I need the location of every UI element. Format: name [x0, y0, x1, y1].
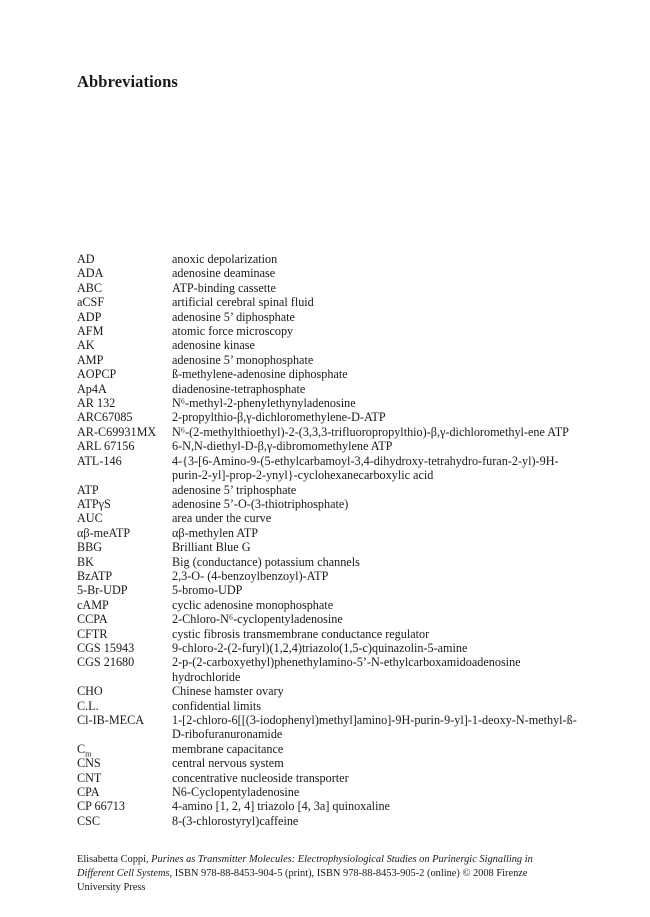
abbreviation-term	[77, 713, 172, 742]
abbreviation-term	[77, 310, 172, 324]
abbreviation-term-text: AMP	[77, 352, 104, 367]
abbreviation-definition: adenosine kinase	[172, 338, 255, 353]
abbreviation-definition: 5-bromo-UDP	[172, 583, 243, 598]
abbreviation-term-text: AUC	[77, 511, 103, 526]
abbreviation-term-text: AOPCP	[77, 367, 117, 382]
abbreviation-entry	[77, 266, 577, 280]
abbreviation-definition: diadenosine-tetraphosphate	[172, 381, 306, 396]
abbreviation-term-text: CHO	[77, 684, 103, 699]
citation-footer	[77, 853, 572, 896]
abbreviation-definition: Chinese hamster ovary	[172, 684, 284, 699]
abbreviation-definition: N6-Cyclopentyladenosine	[172, 785, 300, 800]
abbreviation-definition: 2-Chloro-N⁶-cyclopentyladenosine	[172, 612, 343, 627]
abbreviation-definition: 4-amino [1, 2, 4] triazolo [4, 3a] quinoxaline	[172, 799, 390, 814]
abbreviation-term	[77, 281, 172, 295]
abbreviation-entry	[77, 684, 577, 698]
abbreviation-term	[77, 396, 172, 410]
abbreviation-term	[77, 324, 172, 338]
abbreviation-term-text: CFTR	[77, 626, 108, 641]
abbreviation-entry	[77, 483, 577, 497]
abbreviation-term-text: CNS	[77, 756, 101, 771]
abbreviation-term	[77, 526, 172, 540]
abbreviation-entry	[77, 540, 577, 554]
abbreviation-entry	[77, 338, 577, 352]
abbreviation-term	[77, 353, 172, 367]
abbreviation-term	[77, 439, 172, 453]
abbreviation-definition: 1-[2-chloro-6[[(3-iodophenyl)methyl]amino]-9H-purin-9-yl]-1-deoxy-N-methyl-ß-D-ribofuranuronamide	[172, 713, 577, 742]
abbreviation-term	[77, 814, 172, 828]
abbreviation-term	[77, 382, 172, 396]
abbreviation-definition: ATP-binding cassette	[172, 280, 276, 295]
abbreviation-entry	[77, 439, 577, 453]
abbreviation-definition: cystic fibrosis transmembrane conductance regulator	[172, 626, 430, 641]
abbreviation-term-text: BzATP	[77, 568, 113, 583]
abbreviation-definition: concentrative nucleoside transporter	[172, 770, 349, 785]
abbreviation-term-text: aCSF	[77, 295, 105, 310]
abbreviation-entry	[77, 310, 577, 324]
abbreviation-term	[77, 785, 172, 799]
abbreviation-term	[77, 684, 172, 698]
abbreviation-term	[77, 771, 172, 785]
abbreviation-entry	[77, 612, 577, 626]
footer-author: Elisabetta Coppi,	[77, 854, 152, 865]
abbreviation-definition: 6-N,N-diethyl-D-β,γ-dibromomethylene ATP	[172, 439, 393, 454]
abbreviation-definition: 8-(3-chlorostyryl)caffeine	[172, 813, 299, 828]
abbreviation-definition: membrane capacitance	[172, 741, 284, 756]
abbreviation-definition: anoxic depolarization	[172, 252, 278, 266]
abbreviation-term-text: C	[77, 741, 86, 756]
abbreviation-entry	[77, 655, 577, 684]
abbreviation-entry	[77, 396, 577, 410]
abbreviation-term-text: CGS 21680	[77, 655, 135, 670]
abbreviation-term	[77, 641, 172, 655]
abbreviation-definition: 4-{3-[6-Amino-9-(5-ethylcarbamoyl-3,4-dihydroxy-tetrahydro-furan-2-yl)-9H-purin-2-yl]-prop-2-ynyl}-cyclohexanecarboxylic acid	[172, 453, 559, 483]
abbreviation-term	[77, 540, 172, 554]
abbreviation-entry	[77, 627, 577, 641]
abbreviation-entry	[77, 526, 577, 540]
abbreviation-definition: adenosine 5’ diphosphate	[172, 309, 295, 324]
abbreviation-entry	[77, 324, 577, 338]
abbreviation-term-text: 5-Br-UDP	[77, 583, 128, 598]
abbreviation-term	[77, 598, 172, 612]
abbreviation-definition: adenosine 5’-O-(3-thiotriphosphate)	[172, 496, 349, 511]
abbreviation-term-text: ATP	[77, 482, 99, 497]
abbreviation-definition: N⁶-(2-methylthioethyl)-2-(3,3,3-trifluoropropylthio)-β,γ-dichloromethyl-ene ATP	[172, 424, 569, 439]
abbreviation-term-text: AR-C69931MX	[77, 424, 157, 439]
abbreviation-entry	[77, 252, 577, 266]
abbreviation-entry	[77, 425, 577, 439]
abbreviation-term	[77, 410, 172, 424]
abbreviation-term	[77, 295, 172, 309]
abbreviation-term-text: C.L.	[77, 698, 99, 713]
abbreviation-definition: N⁶-methyl-2-phenylethynyladenosine	[172, 396, 356, 411]
abbreviation-term-text: CNT	[77, 770, 102, 785]
abbreviation-term	[77, 655, 172, 684]
abbreviation-entry	[77, 713, 577, 742]
abbreviation-term-text: AR 132	[77, 396, 116, 411]
abbreviation-entry	[77, 281, 577, 295]
abbreviation-entry	[77, 569, 577, 583]
abbreviation-term	[77, 569, 172, 583]
abbreviation-definition: confidential limits	[172, 698, 262, 713]
abbreviation-definition: adenosine 5’ monophosphate	[172, 352, 314, 367]
abbreviation-entry	[77, 641, 577, 655]
abbreviation-term-text: ARC67085	[77, 410, 133, 425]
abbreviation-entry	[77, 454, 577, 483]
abbreviation-entry	[77, 583, 577, 597]
abbreviation-term-text: CPA	[77, 785, 100, 800]
abbreviation-entry	[77, 511, 577, 525]
abbreviation-term	[77, 555, 172, 569]
abbreviation-term	[77, 338, 172, 352]
abbreviation-term-text: AFM	[77, 324, 104, 339]
abbreviation-term-text: Ap4A	[77, 381, 107, 396]
footer-publication: , ISBN 978-88-8453-904-5 (print), ISBN 978-88-8453-905-2 (online) © 2008 Firenze University Press	[77, 868, 528, 894]
abbreviation-term	[77, 627, 172, 641]
abbreviation-entry	[77, 410, 577, 424]
abbreviation-term-text: ARL 67156	[77, 439, 135, 454]
abbreviation-definition: Brilliant Blue G	[172, 540, 251, 555]
abbreviation-definition: 2,3-O- (4-benzoylbenzoyl)-ATP	[172, 568, 329, 583]
abbreviation-term-text: CGS 15943	[77, 640, 135, 655]
abbreviation-term	[77, 699, 172, 713]
abbreviation-entry	[77, 353, 577, 367]
abbreviation-definition: 9-chloro-2-(2-furyl)(1,2,4)triazolo(1,5-c)quinazolin-5-amine	[172, 640, 468, 655]
abbreviation-term	[77, 583, 172, 597]
abbreviation-entry	[77, 699, 577, 713]
abbreviation-entry	[77, 295, 577, 309]
abbreviation-definition: 2-propylthio-β,γ-dichloromethylene-D-ATP	[172, 410, 386, 425]
abbreviation-definition: ß-methylene-adenosine diphosphate	[172, 367, 348, 382]
abbreviation-definition: adenosine 5’ triphosphate	[172, 482, 297, 497]
abbreviation-term-text: ADA	[77, 266, 104, 281]
abbreviation-definition: αβ-methylen ATP	[172, 525, 259, 540]
abbreviation-term-text: AK	[77, 338, 95, 353]
abbreviation-term-text: Cl-IB-MECA	[77, 713, 145, 727]
abbreviation-definition: cyclic adenosine monophosphate	[172, 597, 334, 612]
abbreviation-entry	[77, 382, 577, 396]
abbreviation-entry	[77, 756, 577, 770]
abbreviation-term	[77, 454, 172, 483]
abbreviation-term	[77, 425, 172, 439]
abbreviation-term-text: ADP	[77, 309, 102, 324]
abbreviation-term-text: CP 66713	[77, 799, 125, 814]
abbreviation-term	[77, 741, 172, 759]
abbreviation-entry	[77, 741, 577, 759]
abbreviation-term	[77, 756, 172, 770]
abbreviation-term	[77, 367, 172, 381]
abbreviation-entry	[77, 598, 577, 612]
abbreviation-entry	[77, 799, 577, 813]
abbreviation-term-text: CSC	[77, 813, 101, 828]
abbreviation-term	[77, 799, 172, 813]
abbreviation-term	[77, 252, 172, 266]
abbreviation-term	[77, 612, 172, 626]
abbreviation-entry	[77, 497, 577, 511]
abbreviation-term	[77, 497, 172, 511]
abbreviation-term-text: cAMP	[77, 597, 109, 612]
abbreviation-term	[77, 266, 172, 280]
abbreviation-definition: Big (conductance) potassium channels	[172, 554, 360, 569]
abbreviation-term-text: ATL-146	[77, 453, 122, 468]
abbreviation-definition: adenosine deaminase	[172, 266, 276, 281]
abbreviation-entry	[77, 785, 577, 799]
abbreviation-term-text: BK	[77, 554, 94, 569]
abbreviation-term-text: BBG	[77, 540, 103, 555]
abbreviation-term-text: AD	[77, 252, 95, 266]
abbreviation-entry	[77, 771, 577, 785]
abbreviation-term	[77, 483, 172, 497]
abbreviation-term-text: αβ-meATP	[77, 525, 131, 540]
abbreviation-definition: atomic force microscopy	[172, 324, 294, 339]
footer-book-title: Purines as Transmitter Molecules: Electrophysiological Studies on Purinergic Signalling in Different Cell Systems	[77, 854, 533, 880]
abbreviation-term-subscript: m	[85, 749, 92, 759]
abbreviation-term-text: CCPA	[77, 612, 108, 627]
abbreviation-definition: area under the curve	[172, 511, 272, 526]
abbreviation-definition: central nervous system	[172, 756, 284, 771]
abbreviation-term-text: ABC	[77, 280, 103, 295]
abbreviation-entry	[77, 555, 577, 569]
abbreviation-term-text: ATPγS	[77, 496, 111, 511]
page-title: Abbreviations	[77, 72, 178, 91]
abbreviation-definition: artificial cerebral spinal fluid	[172, 295, 314, 310]
abbreviation-list	[77, 252, 577, 828]
abbreviation-definition: 2-p-(2-carboxyethyl)phenethylamino-5’-N-ethylcarboxamidoadenosine hydrochloride	[172, 655, 521, 684]
abbreviation-entry	[77, 367, 577, 381]
abbreviation-entry	[77, 814, 577, 828]
abbreviation-term	[77, 511, 172, 525]
